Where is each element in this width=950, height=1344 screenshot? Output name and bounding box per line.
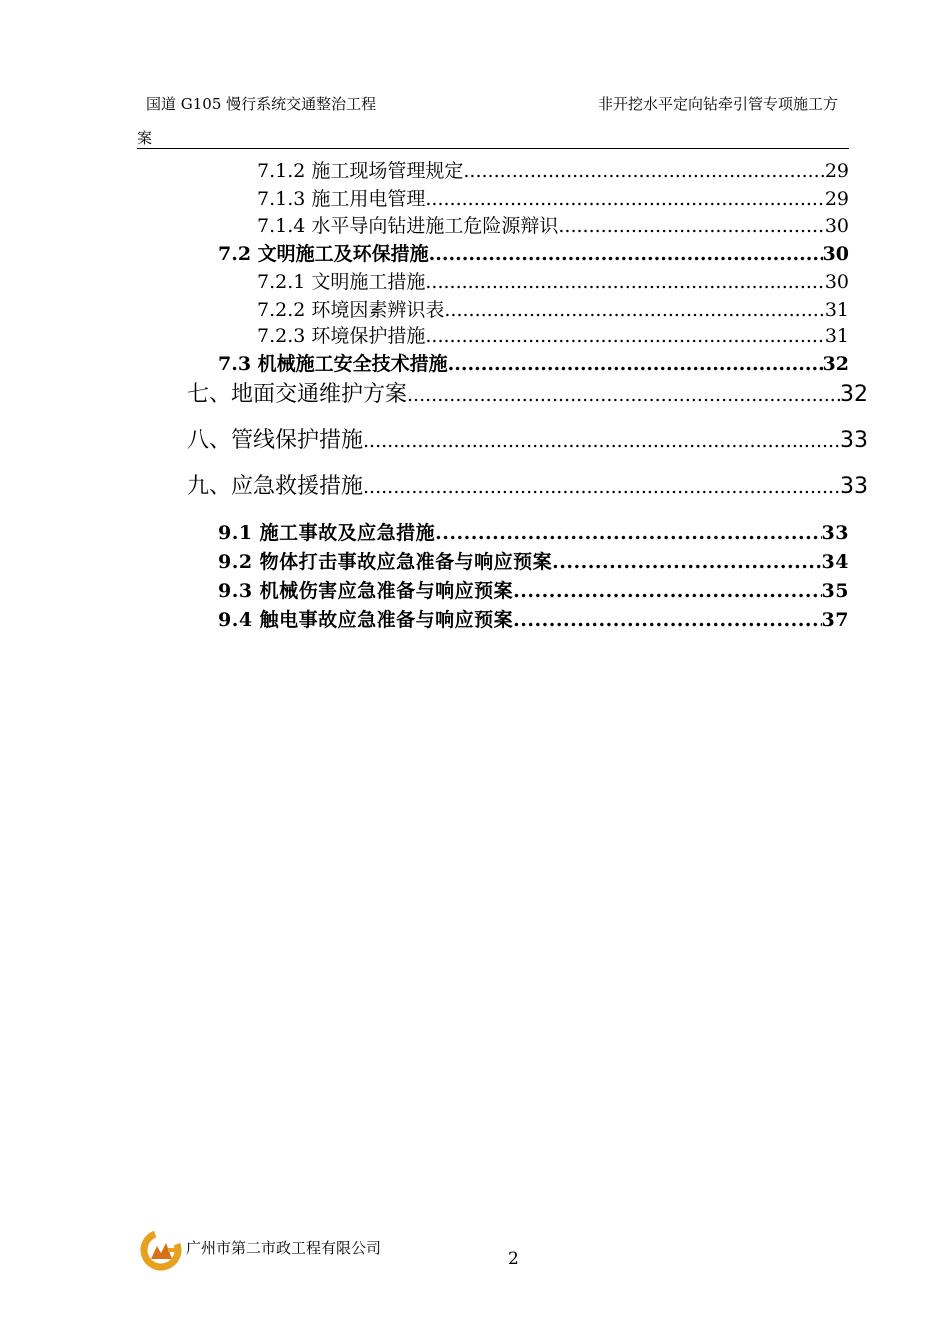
toc-entry-title: 八、管线保护措施 <box>187 428 364 453</box>
toc-entry-page: 34 <box>821 551 849 573</box>
toc-entry[interactable] <box>218 240 849 268</box>
toc-entry-title: 7.2.3 环境保护措施 <box>257 325 426 347</box>
toc-entry-page: 31 <box>824 299 849 321</box>
toc-entry-page: 30 <box>824 271 849 293</box>
toc-entry-page: 33 <box>840 474 868 499</box>
toc-leader <box>425 322 824 350</box>
toc-entry-page: 33 <box>840 428 868 453</box>
toc-leader <box>552 548 821 576</box>
toc-entry-title: 7.1.3 施工用电管理 <box>257 188 426 210</box>
toc-entry-title: 7.1.2 施工现场管理规定 <box>257 160 464 182</box>
toc-leader <box>425 185 824 213</box>
toc-entry-page: 29 <box>824 188 849 210</box>
toc-leader <box>558 212 824 240</box>
toc-chapter-entry[interactable] <box>187 424 868 458</box>
toc-chapter-entry[interactable] <box>187 470 868 504</box>
toc-chapter-entry[interactable] <box>187 378 868 412</box>
toc-leader <box>513 606 821 634</box>
toc-entry-page: 30 <box>822 243 849 265</box>
toc-entry[interactable] <box>257 268 849 296</box>
toc-entry-title: 9.1 施工事故及应急措施 <box>218 522 436 544</box>
toc-entry[interactable] <box>257 157 849 185</box>
toc-leader <box>448 350 823 378</box>
header-rule <box>137 148 849 149</box>
toc-leader <box>363 470 840 504</box>
toc-entry[interactable] <box>218 577 849 605</box>
toc-leader <box>363 424 840 458</box>
toc-entry-page: 32 <box>822 353 849 375</box>
footer-company-name: 广州市第二市政工程有限公司 <box>186 1239 382 1257</box>
page-number: 2 <box>508 1249 519 1269</box>
header-left-title: 国道 G105 慢行系统交通整治工程 <box>146 95 377 113</box>
company-logo-icon <box>140 1229 182 1271</box>
toc-entry-page: 32 <box>840 382 868 407</box>
toc-entry-title: 9.2 物体打击事故应急准备与响应预案 <box>218 551 553 573</box>
toc-entry[interactable] <box>257 212 849 240</box>
toc-entry-title: 7.2 文明施工及环保措施 <box>218 243 429 265</box>
toc-leader <box>407 378 840 412</box>
toc-entry-title: 7.3 机械施工安全技术措施 <box>218 353 448 375</box>
toc-entry[interactable] <box>218 519 849 547</box>
header-right-title-wrap: 案 <box>137 129 153 147</box>
toc-entry-page: 30 <box>824 215 849 237</box>
toc-entry-title: 九、应急救援措施 <box>187 474 364 499</box>
toc-entry[interactable] <box>257 322 849 350</box>
toc-entry-page: 33 <box>821 522 849 544</box>
toc-entry-page: 31 <box>824 325 849 347</box>
toc-entry[interactable] <box>257 185 849 213</box>
toc-entry-title: 7.1.4 水平导向钻进施工危险源辩识 <box>257 215 559 237</box>
toc-leader <box>513 577 821 605</box>
toc-entry-title: 7.2.2 环境因素辨识表 <box>257 299 445 321</box>
toc-entry-page: 35 <box>821 580 849 602</box>
toc-leader <box>463 157 824 185</box>
toc-entry-title: 9.4 触电事故应急准备与响应预案 <box>218 609 514 631</box>
toc-entry[interactable] <box>218 548 849 576</box>
toc-entry-title: 9.3 机械伤害应急准备与响应预案 <box>218 580 514 602</box>
toc-leader <box>425 268 824 296</box>
toc-entry[interactable] <box>257 296 849 324</box>
toc-entry-page: 37 <box>821 609 849 631</box>
toc-leader <box>444 296 824 324</box>
toc-entry[interactable] <box>218 606 849 634</box>
header-right-title: 非开挖水平定向钻牵引管专项施工方 <box>597 95 838 113</box>
toc-entry-page: 29 <box>824 160 849 182</box>
toc-leader <box>429 240 823 268</box>
toc-entry-title: 7.2.1 文明施工措施 <box>257 271 426 293</box>
toc-entry[interactable] <box>218 350 849 378</box>
toc-entry-title: 七、地面交通维护方案 <box>187 382 408 407</box>
toc-leader <box>435 519 821 547</box>
